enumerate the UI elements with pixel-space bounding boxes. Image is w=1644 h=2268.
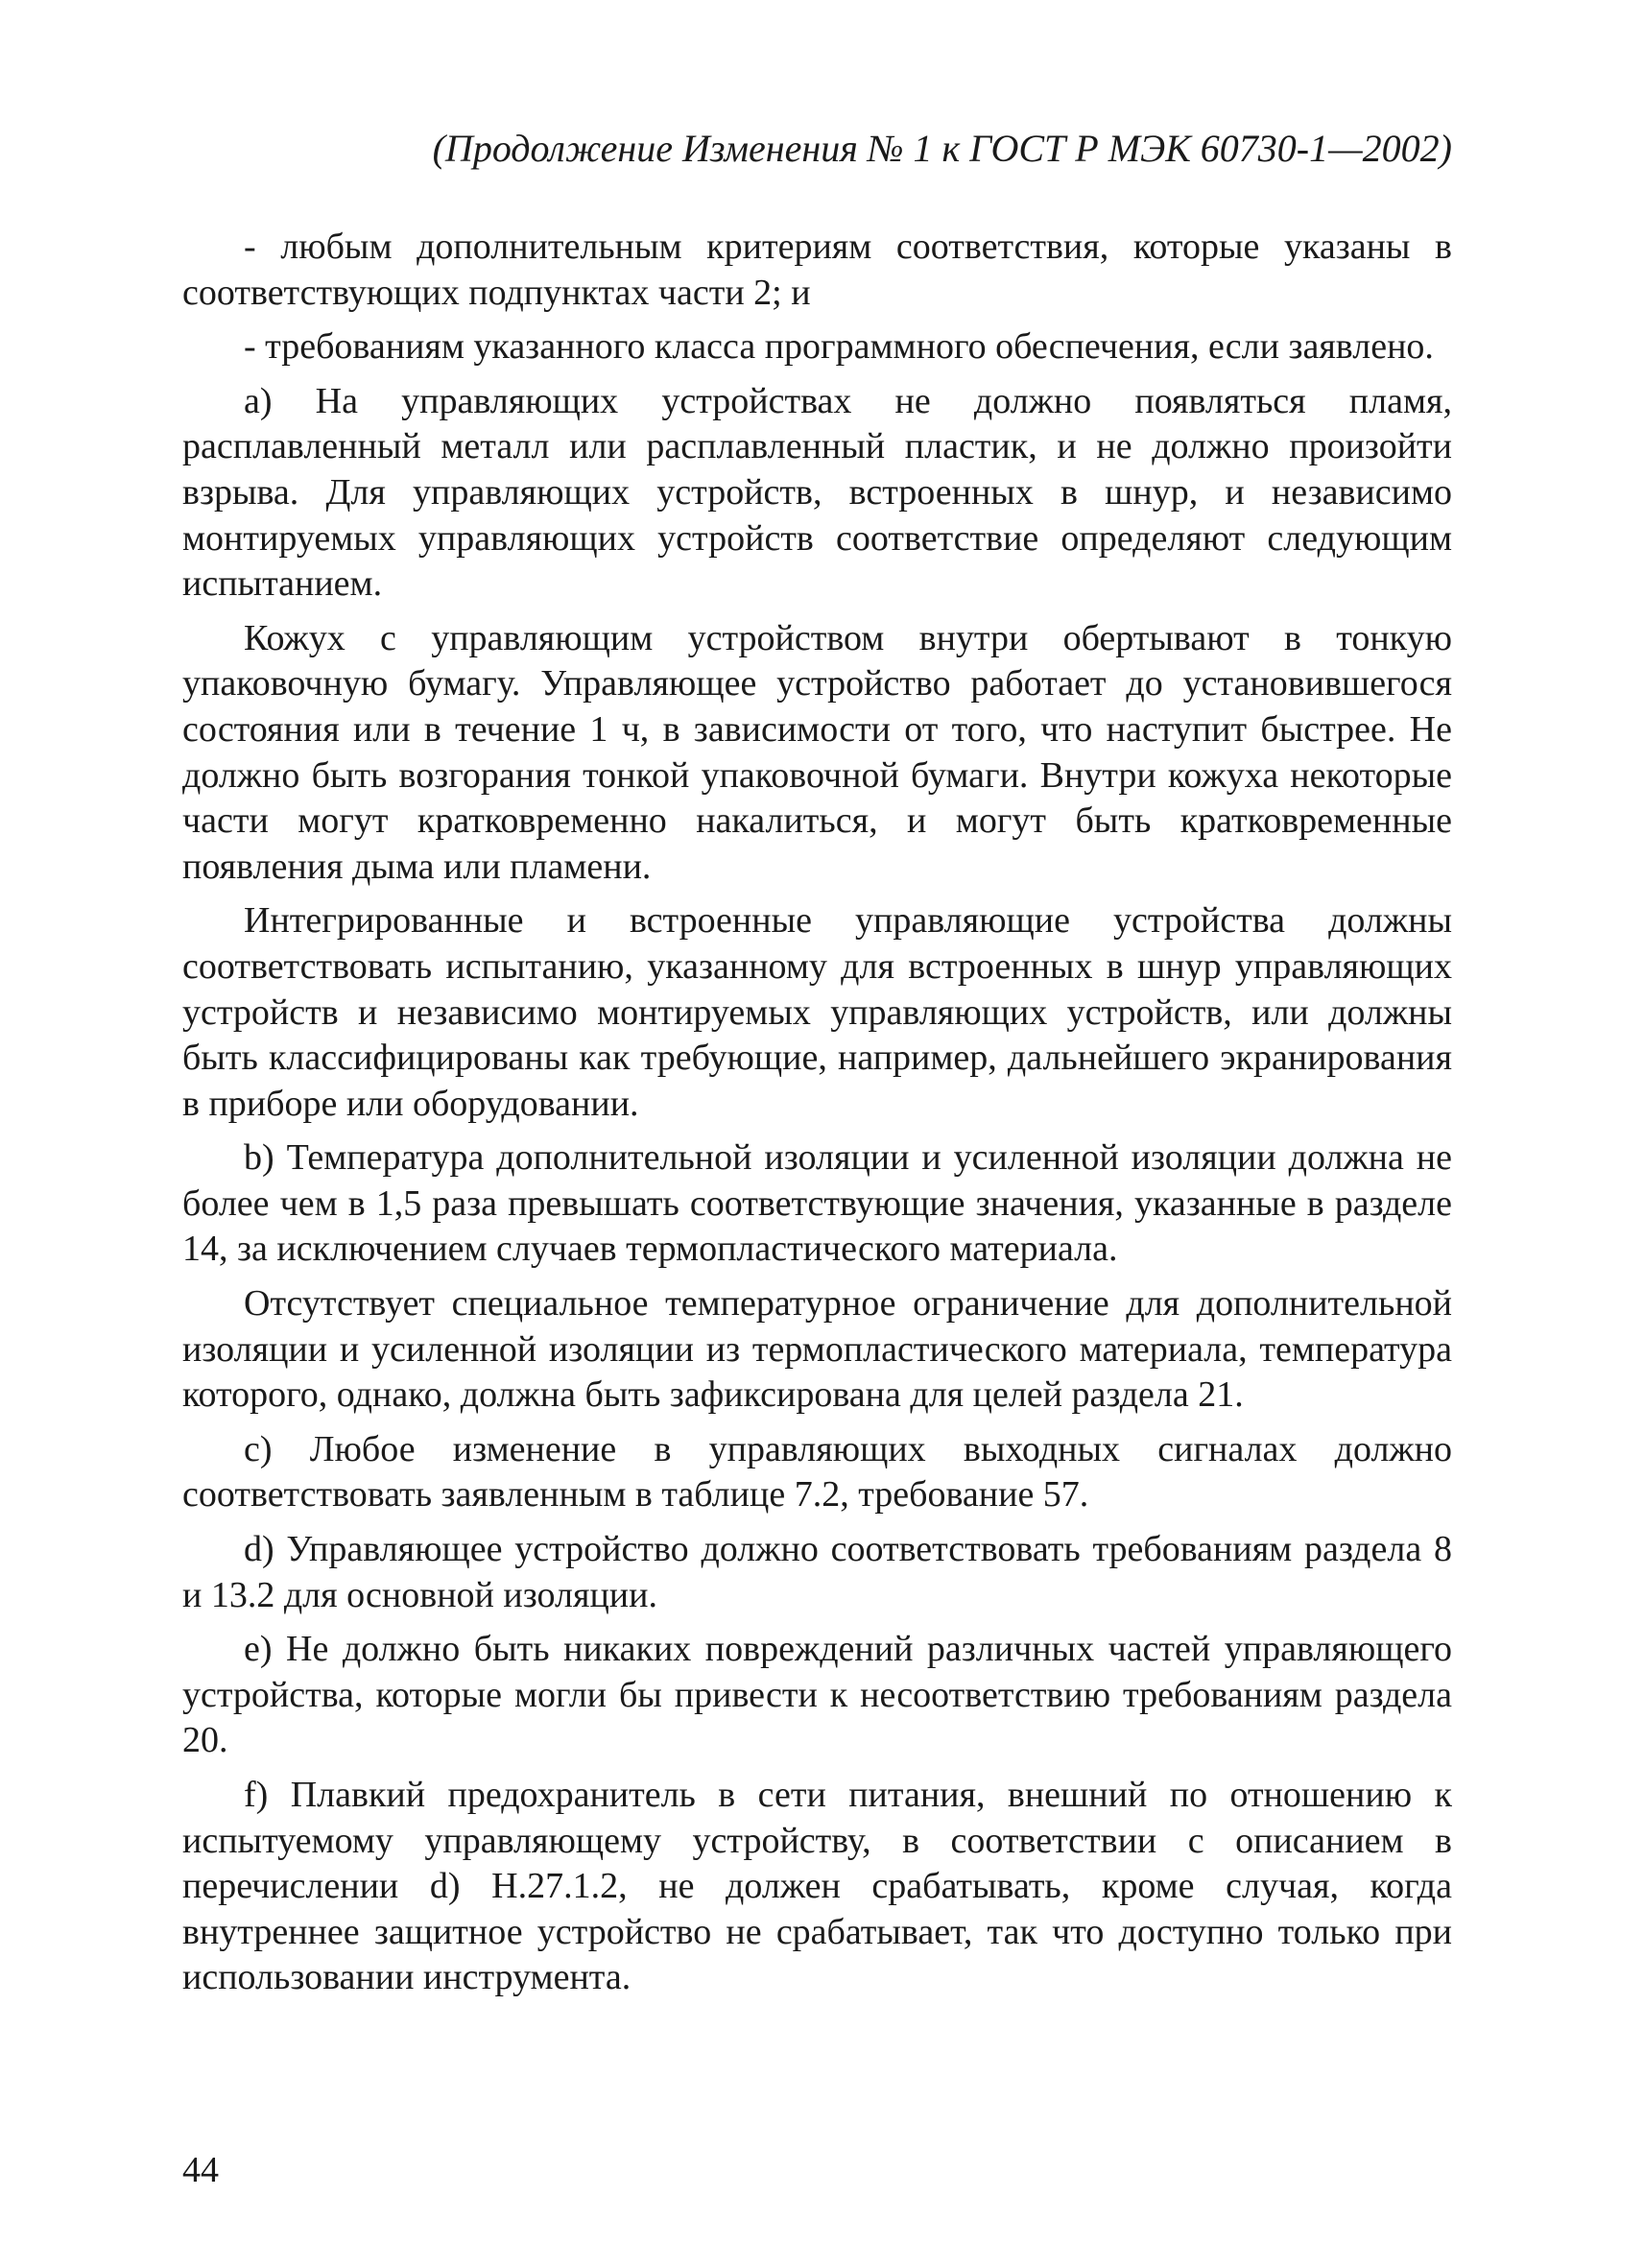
paragraph-item-f: f) Плавкий предохранитель в сети питания, внешний по отношению к испытуемому управляющему устройству, в соответствии с описанием в перечислении d) H.27.1.2, не должен срабатывать, кроме случая, когда внутреннее защитное устройство не срабатывает, так что доступно только при использовании инструмента. — [182, 1775, 1452, 1998]
paragraph-item-a: a) На управляющих устройствах не должно появляться пламя, расплавленный металл или расплавленный пластик, и не должно произойти взрыва. Для управляющих устройств, встроенных в шнур, и независимо монтируемых управляющих устройств соответствие определяют следующим испытанием. — [182, 380, 1452, 605]
paragraph-dash-software-class: - требованиям указанного класса программного обеспечения, если заявлено. — [244, 326, 1434, 368]
paragraph-item-d: d) Управляющее устройство должно соответствовать требованиям раздела 8 и 13.2 для основной изоляции. — [182, 1529, 1452, 1615]
paragraph-item-e: e) Не должно быть никаких повреждений различных частей управляющего устройства, которые могли бы привести к несоответствию требованиям раздела 20. — [182, 1629, 1452, 1761]
page-number: 44 — [182, 2150, 219, 2190]
paragraph-item-b: b) Температура дополнительной изоляции и усиленной изоляции должна не более чем в 1,5 раза превышать соответствующие значения, указанные в разделе 14, за исключением случаев термопластического материала. — [182, 1137, 1452, 1270]
paragraph-integrated-controls: Интегрированные и встроенные управляющие устройства должны соответствовать испытанию, указанному для встроенных в шнур управляющих устройств и независимо монтируемых управляющих устройств, или должны быть классифицированы как требующие, например, дальнейшего экранирования в приборе или оборудовании. — [182, 900, 1452, 1124]
running-header: (Продолжение Изменения № 1 к ГОСТ Р МЭК 60730-1—2002) — [432, 127, 1452, 170]
paragraph-dash-criteria: - любым дополнительным критериям соответствия, которые указаны в соответствующих подпунктах части 2; и — [182, 227, 1452, 313]
paragraph-item-c: c) Любое изменение в управляющих выходных сигналах должно соответствовать заявленным в таблице 7.2, требование 57. — [182, 1428, 1452, 1516]
paragraph-enclosure-test: Кожух с управляющим устройством внутри обертывают в тонкую упаковочную бумагу. Управляющее устройство работает до установившегося состояния или в течение 1 ч, в зависимости от того, что наступит быстрее. Не должно быть возгорания тонкой упаковочной бумаги. Внутри кожуха некоторые части могут кратковременно накалиться, и могут быть кратковременные появления дыма или пламени. — [182, 617, 1452, 887]
body-text — [182, 225, 1452, 2010]
paragraph-thermoplastic: Отсутствует специальное температурное ограничение для дополнительной изоляции и усиленной изоляции из термопластического материала, температура которого, однако, должна быть зафиксирована для целей раздела 21. — [182, 1283, 1452, 1416]
